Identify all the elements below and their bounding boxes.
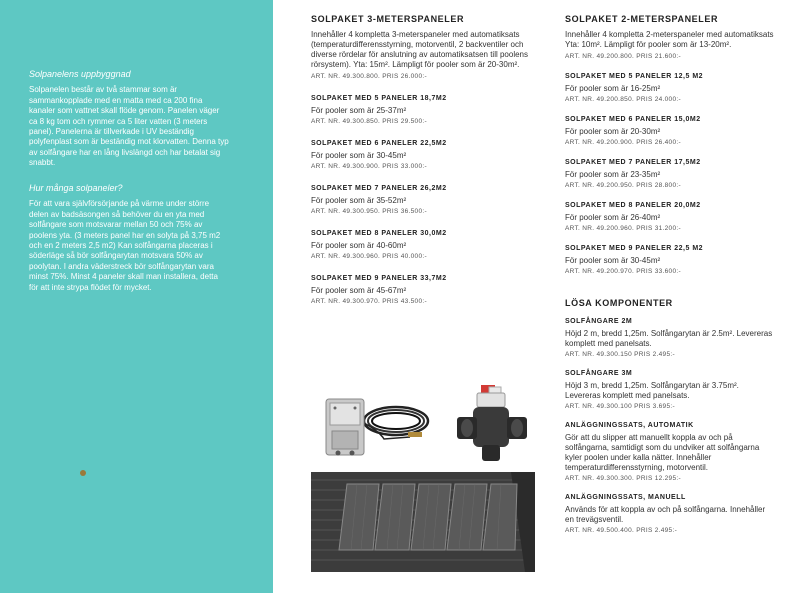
component-title: ANLÄGGNINGSSATS, AUTOMATIK <box>565 422 694 429</box>
sidebar-heading: Hur många solpaneler? <box>29 183 123 193</box>
product-desc: För pooler som är 26-40m² <box>565 213 661 222</box>
sidebar-section-construction <box>29 69 229 169</box>
component-title: SOLFÅNGARE 2M <box>565 318 633 325</box>
product-title: SOLPAKET MED 5 PANELER 18,7M2 <box>311 95 447 102</box>
product-item <box>311 274 541 307</box>
article-number: ART. NR. 49.300.800. PRIS 26.000:- <box>311 73 427 80</box>
product-title: SOLPAKET MED 6 PANELER 15,0M2 <box>565 116 701 123</box>
article-number: ART. NR. 49.200.800. PRIS 21.600:- <box>565 53 681 60</box>
product-title: SOLPAKET MED 9 PANELER 33,7M2 <box>311 275 447 282</box>
product-desc: För pooler som är 40-60m² <box>311 241 407 250</box>
product-title: SOLPAKET MED 6 PANELER 22,5M2 <box>311 140 447 147</box>
component-desc: Höjd 2 m, bredd 1,25m. Solfångarytan är 2.5m². Levereras komplett med panelsats. <box>565 329 773 348</box>
component-item <box>565 421 775 484</box>
product-title: SOLPAKET MED 8 PANELER 20,0M2 <box>565 202 701 209</box>
article-number: ART. NR. 49.300.950. PRIS 36.500:- <box>311 208 427 215</box>
intro-text: Innehåller 4 kompletta 3-meterspaneler med automatiksats (temperaturdifferensstyrning, motorventil, 2 backventiler och diverse rördelar för anslutning av automatiksatsen till poolens rörsystem). Yta: 15m². Lämpligt för pooler som är 20-30m². <box>311 30 529 69</box>
product-desc: För pooler som är 16-25m² <box>565 84 661 93</box>
product-desc: För pooler som är 30-45m² <box>311 151 407 160</box>
sidebar-body: Solpanelen består av två stammar som är sammankopplade med en matta med ca 200 fina kanaler som vattnet skall flöde genom. Panelen väger ca 8 kg tom och rymmer ca 5 liter vatten (3 meters panel). Panelerna är tillverkade i UV beständig polyfenplast som är beständig mot klorvatten. Denna typ av solfångare har en lång livslängd och har betalat sig snabbt. <box>29 85 229 168</box>
component-item <box>565 317 775 360</box>
product-desc: För pooler som är 45-67m² <box>311 286 407 295</box>
component-item <box>565 369 775 412</box>
section-title: SOLPAKET 3-METERSPANELER <box>311 14 465 24</box>
product-desc: För pooler som är 20-30m² <box>565 127 661 136</box>
product-item <box>311 229 541 262</box>
sidebar-panel <box>0 0 273 593</box>
product-item <box>565 201 775 234</box>
article-number: ART. NR. 49.200.970. PRIS 33.600:- <box>565 268 681 275</box>
product-item <box>565 244 775 277</box>
product-title: SOLPAKET MED 9 PANELER 22,5 M2 <box>565 245 704 252</box>
article-number: ART. NR. 49.300.150 PRIS 2.495:- <box>565 351 675 358</box>
product-title: SOLPAKET MED 7 PANELER 26,2M2 <box>311 185 447 192</box>
article-number: ART. NR. 49.300.850. PRIS 29.500:- <box>311 118 427 125</box>
three-way-valve-image <box>455 383 529 463</box>
column-3m-panels <box>311 14 541 307</box>
product-desc: För pooler som är 35-52m² <box>311 196 407 205</box>
component-title: ANLÄGGNINGSSATS, MANUELL <box>565 494 686 501</box>
product-title: SOLPAKET MED 8 PANELER 30,0M2 <box>311 230 447 237</box>
product-item <box>565 158 775 191</box>
product-item <box>311 94 541 127</box>
components-title: LÖSA KOMPONENTER <box>565 298 673 308</box>
sidebar-body: För att vara självförsörjande på värme under större delen av badsäsongen så behöver du en yta med solfångare som motsvarar mellan 50 och 75% av poolens yta. (3 meters panel har en solyta på 3,75 m2 och en 2 meters 2,5 m2) Kan solfångarna placeras i söderläge så bör solfångarytan motsvara 50% av poolytan. I andra väderstreck bör solfångarytan vara minst 75%. Minst 4 paneler skall man installera, detta för att inte strypa flödet för mycket. <box>29 199 221 292</box>
sidebar-section-how-many <box>29 183 229 293</box>
article-number: ART. NR. 49.300.100 PRIS 3.695:- <box>565 403 675 410</box>
product-item <box>565 72 775 105</box>
article-number: ART. NR. 49.200.900. PRIS 26.400:- <box>565 139 681 146</box>
controller-unit-image <box>324 391 434 459</box>
product-desc: För pooler som är 23-35m² <box>565 170 661 179</box>
article-number: ART. NR. 49.200.850. PRIS 24.000:- <box>565 96 681 103</box>
component-desc: Höjd 3 m, bredd 1,25m. Solfångarytan är 3.75m². Levereras komplett med panelsats. <box>565 381 739 400</box>
article-number: ART. NR. 49.300.900. PRIS 33.000:- <box>311 163 427 170</box>
product-item <box>311 139 541 172</box>
component-desc: Används för att koppla av och på solfångarna. Innehåller en trevägsventil. <box>565 505 766 524</box>
article-number: ART. NR. 49.300.970. PRIS 43.500:- <box>311 298 427 305</box>
sidebar-heading: Solpanelens uppbyggnad <box>29 69 131 79</box>
article-number: ART. NR. 49.200.950. PRIS 28.800:- <box>565 182 681 189</box>
product-title: SOLPAKET MED 7 PANELER 17,5M2 <box>565 159 701 166</box>
section-title: SOLPAKET 2-METERSPANELER <box>565 14 719 24</box>
solar-panels-roof-image <box>311 472 535 572</box>
product-desc: För pooler som är 25-37m² <box>311 106 407 115</box>
article-number: ART. NR. 49.300.960. PRIS 40.000:- <box>311 253 427 260</box>
column-2m-panels <box>565 14 775 536</box>
component-item <box>565 493 775 536</box>
product-item <box>311 184 541 217</box>
article-number: ART. NR. 49.300.300. PRIS 12.295:- <box>565 475 681 482</box>
component-title: SOLFÅNGARE 3M <box>565 370 633 377</box>
intro-text: Innehåller 4 kompletta 2-meterspaneler med automatiksats Yta: 10m². Lämpligt för pooler som är 13-20m². <box>565 30 774 49</box>
article-number: ART. NR. 49.500.400. PRIS 2.495:- <box>565 527 678 534</box>
component-desc: Gör att du slipper att manuellt koppla av och på solfångarna, samtidigt som du undviker att solfångarna kyler poolen under kalla nätter. Innehåller temperaturdifferensstyrning, motorventil. <box>565 433 760 472</box>
decorative-dot <box>80 470 86 476</box>
product-title: SOLPAKET MED 5 PANELER 12,5 M2 <box>565 73 704 80</box>
article-number: ART. NR. 49.200.960. PRIS 31.200:- <box>565 225 681 232</box>
product-item <box>565 115 775 148</box>
product-desc: För pooler som är 30-45m² <box>565 256 661 265</box>
